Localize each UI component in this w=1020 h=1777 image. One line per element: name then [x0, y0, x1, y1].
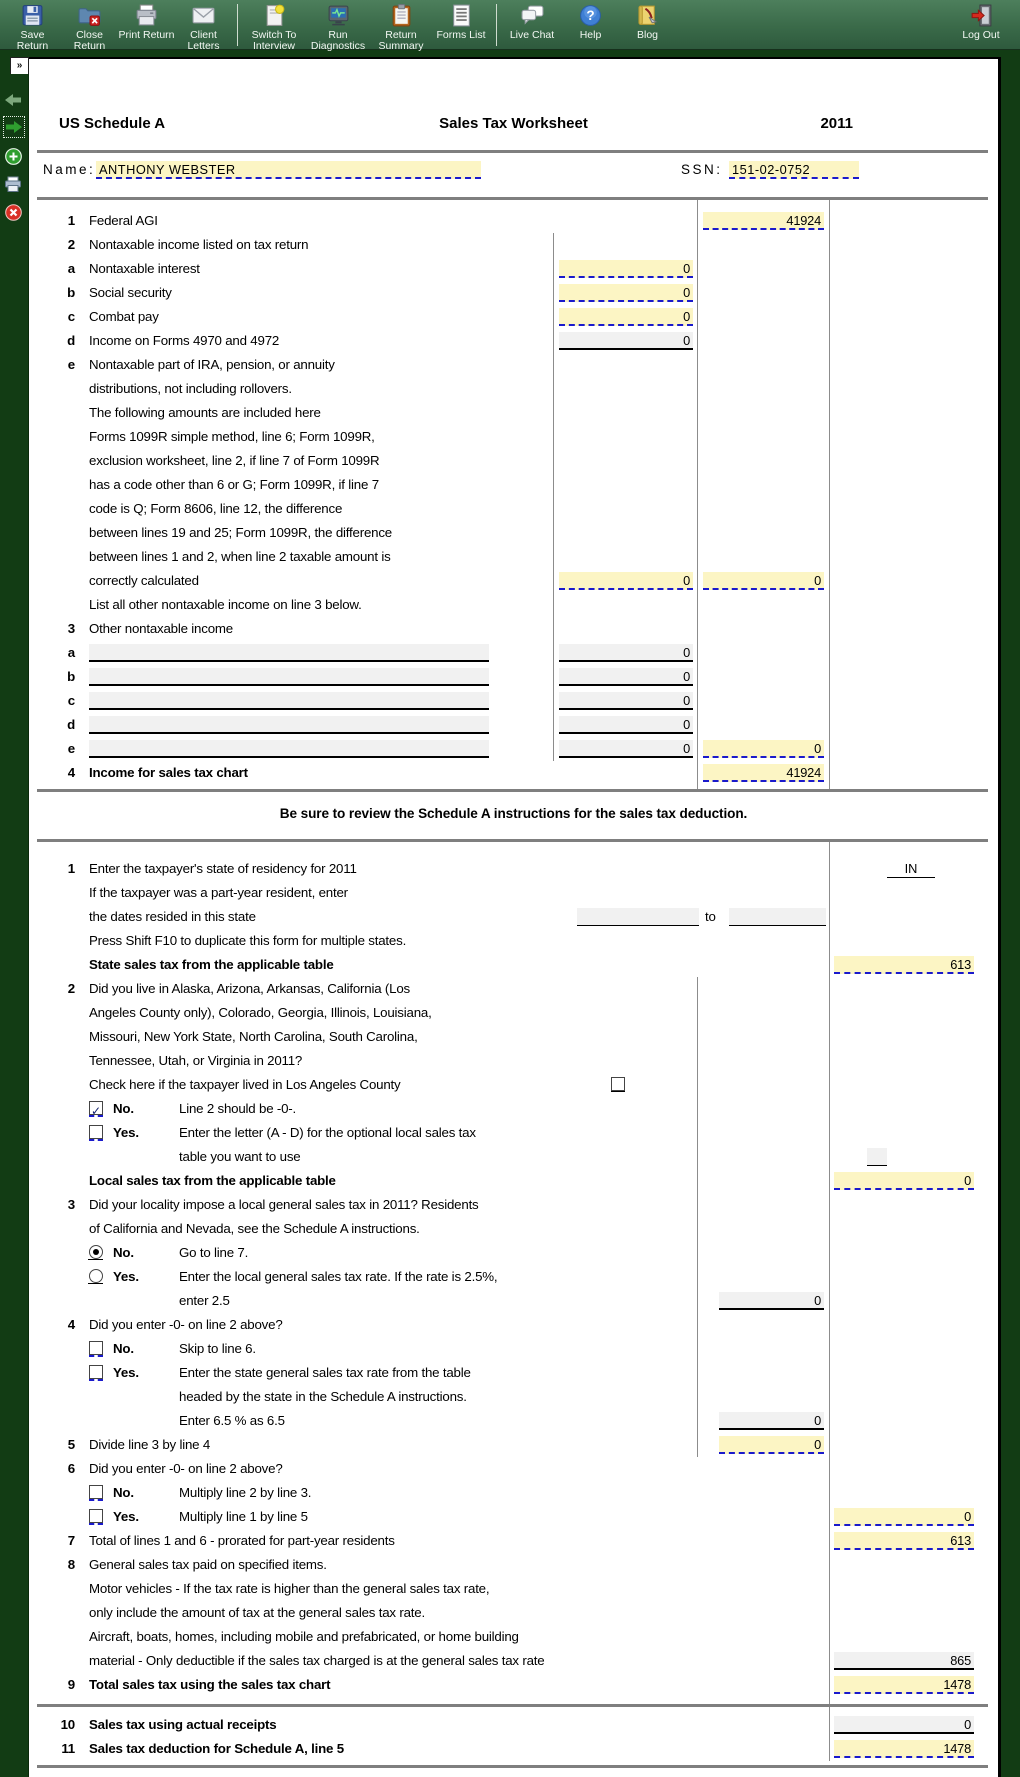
- toolbar-close-return-button[interactable]: [61, 2, 118, 51]
- line3-no-radio[interactable]: [89, 1245, 103, 1259]
- toolbar-button-label: Run Diagnostics: [310, 29, 366, 52]
- line-number: e: [67, 357, 75, 372]
- taxpayer-ssn-field[interactable]: 151-02-0752: [729, 161, 859, 179]
- worksheet-row: [29, 1193, 998, 1217]
- worksheet-row: [29, 305, 998, 329]
- line-label: distributions, not including rollovers.: [89, 381, 292, 396]
- local-table-letter-input[interactable]: [867, 1148, 887, 1166]
- income-for-sales-tax-chart-field[interactable]: 41924: [703, 764, 824, 782]
- line-number: 4: [67, 1317, 75, 1332]
- help-icon: [578, 2, 603, 29]
- line8-specified-items-field[interactable]: 865: [834, 1652, 974, 1670]
- other-income-amount-field[interactable]: 0: [559, 644, 693, 662]
- line-number: 3: [67, 1197, 75, 1212]
- other-income-amount-field[interactable]: 0: [559, 740, 693, 758]
- worksheet-row: [29, 689, 998, 713]
- toolbar-button-label: Live Chat: [509, 29, 555, 41]
- checkbox-label: Yes.: [113, 1509, 139, 1524]
- top-toolbar: [0, 0, 1020, 50]
- worksheet-row: [29, 1241, 998, 1265]
- line6-result-field[interactable]: 0: [834, 1508, 974, 1526]
- line-number: 4: [67, 765, 75, 780]
- line4-yes-checkbox[interactable]: [89, 1365, 103, 1379]
- worksheet-row: [29, 905, 998, 929]
- line-label: State sales tax from the applicable table: [89, 957, 334, 972]
- checkbox-description: Enter the letter (A - D) for the optional local sales tax: [179, 1125, 476, 1140]
- local-rate-field[interactable]: 0: [719, 1292, 824, 1310]
- other-income-description-input[interactable]: [89, 668, 489, 686]
- worksheet-row: [29, 1289, 998, 1313]
- line-number: 1: [67, 861, 75, 876]
- line-label: enter 2.5: [179, 1293, 230, 1308]
- line-label: Total sales tax using the sales tax chart: [89, 1677, 331, 1692]
- section-divider: [37, 1704, 988, 1707]
- line-label: Nontaxable interest: [89, 261, 200, 276]
- worksheet-row: [29, 233, 998, 257]
- line-number: 2: [67, 981, 75, 996]
- checkbox-description: Enter the state general sales tax rate from the table: [179, 1365, 471, 1380]
- line-label: Angeles County only), Colorado, Georgia, Illinois, Louisiana,: [89, 1005, 432, 1020]
- toolbar-button-label: Close Return: [73, 29, 106, 52]
- worksheet-row: [29, 449, 998, 473]
- line-label: Check here if the taxpayer lived in Los Angeles County: [89, 1077, 401, 1092]
- line-label: Missouri, New York State, North Carolina, South Carolina,: [89, 1029, 418, 1044]
- worksheet-row: [29, 1385, 998, 1409]
- line-number: 9: [67, 1677, 75, 1692]
- line-number: 1: [67, 213, 75, 228]
- expand-panel-tab[interactable]: »: [10, 57, 29, 74]
- line-label: between lines 1 and 2, when line 2 taxable amount is: [89, 549, 391, 564]
- chat-icon: [520, 2, 545, 29]
- line-label: Forms 1099R simple method, line 6; Form 1099R,: [89, 429, 375, 444]
- worksheet-row: [29, 593, 998, 617]
- sales-tax-section: [29, 857, 998, 1697]
- line-label: Enter the taxpayer's state of residency for 2011: [89, 861, 357, 876]
- toolbar-separator: [496, 4, 497, 46]
- line-label: Enter 6.5 % as 6.5: [179, 1413, 285, 1428]
- worksheet-row: [29, 473, 998, 497]
- toolbar-live-chat-button[interactable]: [502, 2, 562, 41]
- page-title: Sales Tax Worksheet: [439, 115, 588, 132]
- worksheet-row: [29, 1649, 998, 1673]
- line-label: Divide line 3 by line 4: [89, 1437, 211, 1452]
- worksheet-row: [29, 1145, 998, 1169]
- worksheet-row: [29, 1169, 998, 1193]
- line-label: correctly calculated: [89, 573, 199, 588]
- worksheet-row: [29, 1481, 998, 1505]
- line-label: Social security: [89, 285, 172, 300]
- line-label: code is Q; Form 8606, line 12, the difference: [89, 501, 343, 516]
- worksheet-row: [29, 665, 998, 689]
- close-icon: [77, 2, 102, 29]
- line-label: Nontaxable income listed on tax return: [89, 237, 309, 252]
- worksheet-row: [29, 1433, 998, 1457]
- forms-4970-4972-field[interactable]: 0: [559, 332, 693, 350]
- worksheet-row: [29, 857, 998, 881]
- line-label: Local sales tax from the applicable table: [89, 1173, 336, 1188]
- line-label: Sales tax deduction for Schedule A, line 5: [89, 1741, 344, 1756]
- worksheet-row: [29, 1337, 998, 1361]
- toolbar-help-button[interactable]: [562, 2, 619, 41]
- letters-icon: [191, 2, 216, 29]
- worksheet-row: [29, 1601, 998, 1625]
- worksheet-row: [29, 1625, 998, 1649]
- section-divider: [37, 839, 988, 842]
- other-income-description-input[interactable]: [89, 644, 489, 662]
- print-page-icon[interactable]: [3, 174, 23, 194]
- line-label: exclusion worksheet, line 2, if line 7 of Form 1099R: [89, 453, 380, 468]
- form-year: 2011: [820, 115, 853, 132]
- line6-yes-checkbox[interactable]: [89, 1509, 103, 1523]
- toolbar-client-letters-button[interactable]: [175, 2, 232, 51]
- line-label: Income on Forms 4970 and 4972: [89, 333, 280, 348]
- checkbox-label: Yes.: [113, 1365, 139, 1380]
- line-number: d: [67, 333, 75, 348]
- line-number: b: [67, 669, 75, 684]
- line5-ratio-field[interactable]: 0: [719, 1436, 824, 1454]
- checkbox-label: No.: [113, 1101, 134, 1116]
- checkbox-description: Multiply line 1 by line 5: [179, 1509, 308, 1524]
- line9-total-chart-field[interactable]: 1478: [834, 1676, 974, 1694]
- line-label: Press Shift F10 to duplicate this form for multiple states.: [89, 933, 407, 948]
- worksheet-row: [29, 353, 998, 377]
- checkbox-label: Yes.: [113, 1125, 139, 1140]
- line11-deduction-field[interactable]: 1478: [834, 1740, 974, 1758]
- line-number: 6: [67, 1461, 75, 1476]
- other-income-amount-field[interactable]: 0: [559, 692, 693, 710]
- worksheet-row: [29, 569, 998, 593]
- worksheet-row: [29, 545, 998, 569]
- line-label: General sales tax paid on specified items.: [89, 1557, 327, 1572]
- toolbar-switch-to-interview-button[interactable]: [243, 2, 305, 51]
- worksheet-row: [29, 209, 998, 233]
- state-rate-field[interactable]: 0: [719, 1412, 824, 1430]
- line-label: between lines 19 and 25; Form 1099R, the difference: [89, 525, 392, 540]
- line-number: 11: [61, 1741, 75, 1756]
- nontaxable-interest-field[interactable]: 0: [559, 260, 693, 278]
- state-sales-tax-field[interactable]: 613: [834, 956, 974, 974]
- line-label: material - Only deductible if the sales tax charged is at the general sales tax rate: [89, 1653, 545, 1668]
- worksheet-row: [29, 1713, 998, 1737]
- line-number: e: [67, 741, 75, 756]
- worksheet-row: [29, 1217, 998, 1241]
- los-angeles-county-checkbox[interactable]: [611, 1077, 625, 1091]
- line-number: 5: [67, 1437, 75, 1452]
- other-income-description-input[interactable]: [89, 740, 489, 758]
- logout-icon: [969, 2, 994, 29]
- line-number: 8: [67, 1557, 75, 1572]
- worksheet-row: [29, 329, 998, 353]
- worksheet-row: [29, 1001, 998, 1025]
- worksheet-row: [29, 977, 998, 1001]
- residency-start-date-input[interactable]: [577, 908, 699, 926]
- line-label: has a code other than 6 or G; Form 1099R, if line 7: [89, 477, 379, 492]
- ssn-label: SSN:: [681, 162, 723, 177]
- interview-icon: [262, 2, 287, 29]
- line3-yes-radio[interactable]: [89, 1269, 103, 1283]
- svg-text:?: ?: [586, 8, 595, 24]
- toolbar-separator: [237, 4, 238, 46]
- line3-total-field[interactable]: 0: [703, 740, 824, 758]
- line-label: List all other nontaxable income on line 3 below.: [89, 597, 362, 612]
- checkbox-label: No.: [113, 1485, 134, 1500]
- local-sales-tax-field[interactable]: 0: [834, 1172, 974, 1190]
- line6-no-checkbox[interactable]: [89, 1485, 103, 1499]
- line-label: headed by the state in the Schedule A instructions.: [179, 1389, 467, 1404]
- toolbar-button-label: Print Return: [118, 29, 175, 41]
- blog-icon: [635, 2, 660, 29]
- other-income-description-input[interactable]: [89, 692, 489, 710]
- toolbar-log-out-button[interactable]: [954, 2, 1008, 41]
- line-label: Federal AGI: [89, 213, 158, 228]
- radio-description: Go to line 7.: [179, 1245, 249, 1260]
- radio-description: Enter the local general sales tax rate. If the rate is 2.5%,: [179, 1269, 498, 1284]
- worksheet-row: [29, 761, 998, 785]
- residency-end-date-input[interactable]: [729, 908, 826, 926]
- worksheet-row: [29, 929, 998, 953]
- worksheet-row: [29, 1025, 998, 1049]
- worksheet-row: [29, 377, 998, 401]
- line-label: Tennessee, Utah, or Virginia in 2011?: [89, 1053, 303, 1068]
- section-divider: [37, 197, 988, 200]
- summary-icon: [389, 2, 414, 29]
- deduction-section: [29, 1713, 998, 1761]
- line2-no-checkbox[interactable]: [89, 1101, 103, 1115]
- line-number: c: [67, 309, 75, 324]
- toolbar-button-label: Blog: [636, 29, 658, 41]
- line-label: table you want to use: [179, 1149, 301, 1164]
- worksheet-row: [29, 1121, 998, 1145]
- line-number: 10: [60, 1717, 75, 1732]
- line-label: Did you live in Alaska, Arizona, Arkansas, California (Los: [89, 981, 410, 996]
- line-label: Did you enter -0- on line 2 above?: [89, 1461, 283, 1476]
- worksheet-row: [29, 881, 998, 905]
- line-label: only include the amount of tax at the general sales tax rate.: [89, 1605, 425, 1620]
- worksheet-row: [29, 1313, 998, 1337]
- section-divider: [37, 150, 988, 153]
- instructions-notice: Be sure to review the Schedule A instructions for the sales tax deduction.: [279, 806, 748, 821]
- line-label: Aircraft, boats, homes, including mobile and prefabricated, or home building: [89, 1629, 519, 1644]
- line-number: d: [67, 717, 75, 732]
- toolbar-button-label: Client Letters: [187, 29, 220, 52]
- toolbar-run-diagnostics-button[interactable]: [305, 2, 371, 51]
- taxpayer-name-field[interactable]: ANTHONY WEBSTER: [96, 161, 481, 179]
- worksheet-row: [29, 1505, 998, 1529]
- toolbar-forms-list-button[interactable]: [431, 2, 491, 41]
- line-label: Sales tax using actual receipts: [89, 1717, 277, 1732]
- forms-list-icon: [449, 2, 474, 29]
- worksheet-row: [29, 713, 998, 737]
- worksheet-row: [29, 953, 998, 977]
- line10-actual-receipts-field[interactable]: 0: [834, 1716, 974, 1734]
- line-label: Did you enter -0- on line 2 above?: [89, 1317, 283, 1332]
- radio-label: Yes.: [113, 1269, 139, 1284]
- line-number: a: [67, 261, 75, 276]
- worksheet-row: [29, 641, 998, 665]
- worksheet-row: [29, 1361, 998, 1385]
- line-label: Income for sales tax chart: [89, 765, 248, 780]
- line-label: of California and Nevada, see the Schedule A instructions.: [89, 1221, 420, 1236]
- line7-total-field[interactable]: 613: [834, 1532, 974, 1550]
- line-number: a: [67, 645, 75, 660]
- worksheet-row: [29, 521, 998, 545]
- toolbar-button-label: Save Return: [16, 29, 49, 52]
- line-label: If the taxpayer was a part-year resident, enter: [89, 885, 348, 900]
- line-number: c: [67, 693, 75, 708]
- line-label: Did your locality impose a local general sales tax in 2011? Residents: [89, 1197, 479, 1212]
- to-label: to: [705, 909, 716, 924]
- section-divider: [37, 1765, 988, 1768]
- line-number: b: [67, 285, 75, 300]
- section-divider: [37, 789, 988, 792]
- form-page: [28, 57, 1001, 1777]
- income-section: [29, 209, 998, 785]
- line-number: 2: [67, 237, 75, 252]
- worksheet-row: [29, 257, 998, 281]
- worksheet-row: [29, 425, 998, 449]
- combat-pay-field[interactable]: 0: [559, 308, 693, 326]
- back-arrow-icon[interactable]: [3, 90, 23, 110]
- worksheet-row: [29, 1265, 998, 1289]
- worksheet-row: [29, 1049, 998, 1073]
- delete-icon[interactable]: [3, 202, 23, 222]
- worksheet-row: [29, 1553, 998, 1577]
- worksheet-row: [29, 1457, 998, 1481]
- print-icon: [134, 2, 159, 29]
- line-label: the dates resided in this state: [89, 909, 256, 924]
- worksheet-row: [29, 1577, 998, 1601]
- checkbox-description: Multiply line 2 by line 3.: [179, 1485, 312, 1500]
- state-of-residency-field[interactable]: IN: [887, 860, 935, 878]
- line-label: Total of lines 1 and 6 - prorated for part-year residents: [89, 1533, 395, 1548]
- toolbar-print-return-button[interactable]: [118, 2, 175, 41]
- line-number: 3: [67, 621, 75, 636]
- line-number: 7: [67, 1533, 75, 1548]
- save-icon: [20, 2, 45, 29]
- add-form-icon[interactable]: [3, 146, 23, 166]
- forward-arrow-icon[interactable]: [3, 116, 25, 138]
- worksheet-row: [29, 1673, 998, 1697]
- worksheet-row: [29, 1737, 998, 1761]
- other-income-description-input[interactable]: [89, 716, 489, 734]
- line-label: Motor vehicles - If the tax rate is higher than the general sales tax rate,: [89, 1581, 490, 1596]
- worksheet-row: [29, 401, 998, 425]
- line-label: Combat pay: [89, 309, 159, 324]
- worksheet-row: [29, 1529, 998, 1553]
- federal-agi-field[interactable]: 41924: [703, 212, 824, 230]
- worksheet-row: [29, 737, 998, 761]
- toolbar-save-return-button[interactable]: [4, 2, 61, 51]
- line2-total-field[interactable]: 0: [703, 572, 824, 590]
- worksheet-row: [29, 1409, 998, 1433]
- checkbox-label: No.: [113, 1341, 134, 1356]
- social-security-field[interactable]: 0: [559, 284, 693, 302]
- radio-label: No.: [113, 1245, 134, 1260]
- checkbox-description: Line 2 should be -0-.: [179, 1101, 297, 1116]
- worksheet-row: [29, 617, 998, 641]
- toolbar-blog-button[interactable]: [619, 2, 676, 41]
- name-label: Name:: [43, 162, 96, 177]
- other-income-amount-field[interactable]: 0: [559, 716, 693, 734]
- worksheet-row: [29, 497, 998, 521]
- ira-pension-amount-field[interactable]: 0: [559, 572, 693, 590]
- taxpayer-row: [29, 159, 998, 185]
- worksheet-row: [29, 1073, 998, 1097]
- toolbar-button-label: Log Out: [962, 29, 1000, 41]
- diagnostics-icon: [326, 2, 351, 29]
- toolbar-button-label: Help: [579, 29, 602, 41]
- form-id: US Schedule A: [59, 115, 166, 132]
- line-label: The following amounts are included here: [89, 405, 321, 420]
- line-label: Nontaxable part of IRA, pension, or annuity: [89, 357, 335, 372]
- toolbar-return-summary-button[interactable]: [371, 2, 431, 51]
- other-income-amount-field[interactable]: 0: [559, 668, 693, 686]
- checkbox-description: Skip to line 6.: [179, 1341, 256, 1356]
- line-label: Other nontaxable income: [89, 621, 233, 636]
- worksheet-row: [29, 1097, 998, 1121]
- toolbar-button-label: Switch To Interview: [251, 29, 297, 52]
- worksheet-row: [29, 281, 998, 305]
- toolbar-button-label: Forms List: [436, 29, 486, 41]
- toolbar-button-label: Return Summary: [378, 29, 424, 52]
- line4-no-checkbox[interactable]: [89, 1341, 103, 1355]
- line2-yes-checkbox[interactable]: [89, 1125, 103, 1139]
